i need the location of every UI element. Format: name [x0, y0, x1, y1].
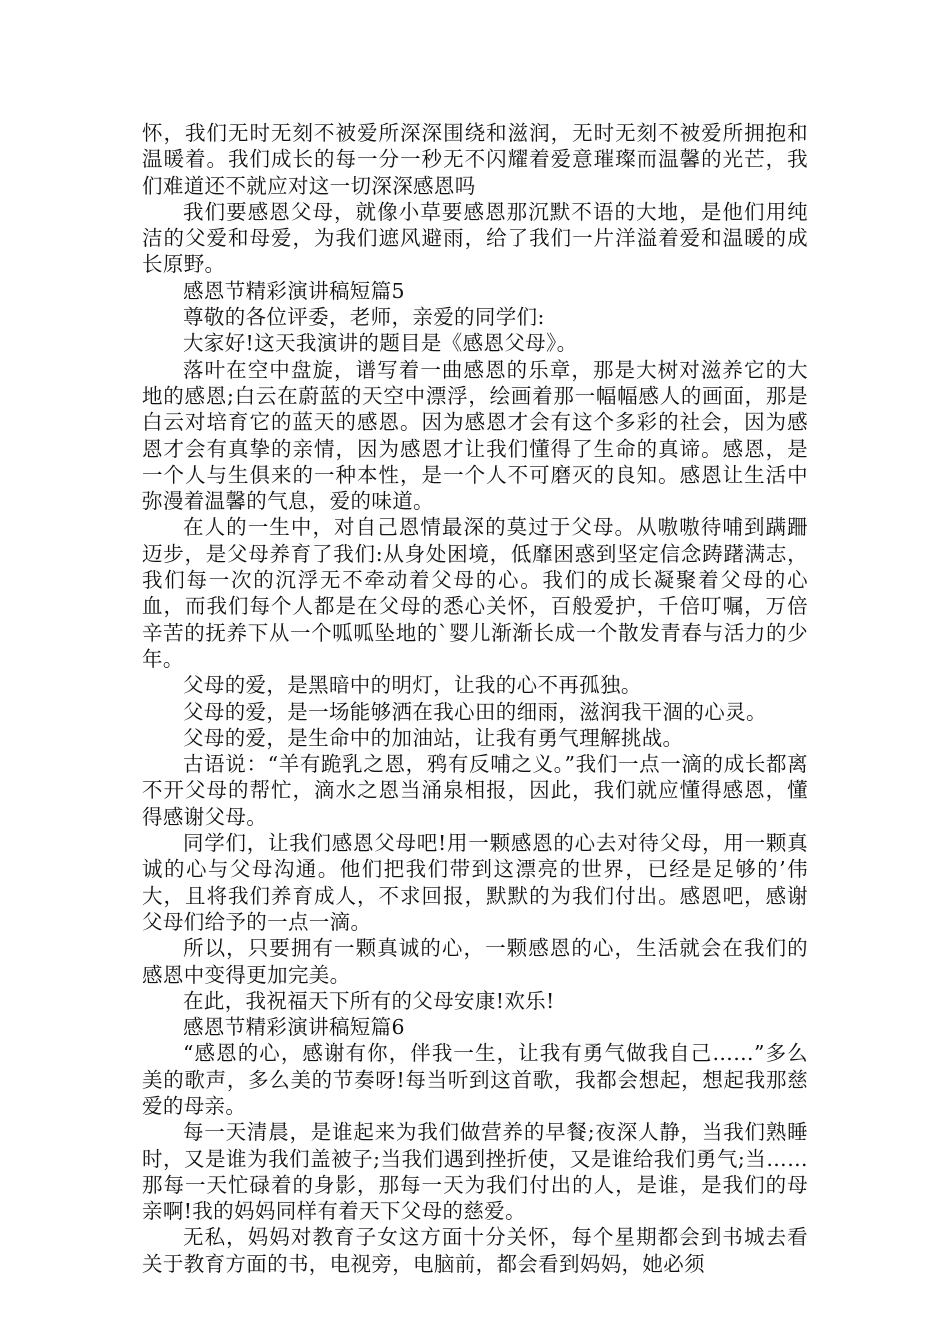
paragraph: 大家好!这天我演讲的题目是《感恩父母》。	[183, 331, 578, 356]
paragraph: “感恩的心，感谢有你，伴我一生，让我有勇气做我自己……”多么美的歌声，多么美的节奏呀!每当听到这首歌，我都会想起，想起我那慈爱的母亲。	[142, 1041, 808, 1118]
salutation: 尊敬的各位评委，老师，亲爱的同学们:	[183, 305, 545, 330]
paragraph: 父母的爱，是生命中的加油站，让我有勇气理解挑战。	[183, 725, 684, 750]
paragraph: 我们要感恩父母，就像小草要感恩那沉默不语的大地，是他们用纯洁的父爱和母爱，为我们遮风避雨，给了我们一片洋溢着爱和温暖的成长原野。	[142, 199, 808, 277]
paragraph: 父母的爱，是一场能够洒在我心田的细雨，滋润我干涸的心灵。	[183, 699, 767, 724]
document-body	[142, 120, 808, 1277]
paragraph: 在人的一生中，对自己恩情最深的莫过于父母。从嗷嗷待哺到蹒跚迈步，是父母养育了我们:从身处困境，低靡困惑到坚定信念踌躇满志，我们每一次的沉浮无不牵动着父母的心。我们的成长凝聚着父母的心血，而我们每个人都是在父母的悉心关怀，百般爱护，千倍叮嘱，万倍辛苦的抚养下从一个呱呱坠地的`婴儿渐渐长成一个散发青春与活力的少年。	[142, 515, 808, 671]
paragraph: 在此，我祝福天下所有的父母安康!欢乐!	[183, 988, 555, 1013]
paragraph: 同学们，让我们感恩父母吧!用一颗感恩的心去对待父母，用一颗真诚的心与父母沟通。他们把我们带到这漂亮的世界，已经是足够的’伟大，且将我们养育成人，不求回报，默默的为我们付出。感恩吧，感谢父母们给予的一点一滴。	[142, 831, 808, 934]
section-heading: 感恩节精彩演讲稿短篇6	[183, 1015, 405, 1040]
paragraph: 无私，妈妈对教育子女这方面十分关怀，每个星期都会到书城去看关于教育方面的书，电视旁，电脑前，都会看到妈妈，她必须	[142, 1225, 808, 1276]
paragraph: 父母的爱，是黑暗中的明灯，让我的心不再孤独。	[183, 673, 642, 698]
paragraph: 怀，我们无时无刻不被爱所深深围绕和滋润，无时无刻不被爱所拥抱和温暖着。我们成长的每一分一秒无不闪耀着爱意璀璨而温馨的光芒，我们难道还不就应对这一切深深感恩吗	[142, 121, 808, 198]
section-heading: 感恩节精彩演讲稿短篇5	[183, 278, 405, 303]
paragraph: 古语说：“羊有跪乳之恩，鸦有反哺之义。”我们一点一滴的成长都离不开父母的帮忙，滴水之恩当涌泉相报，因此，我们就应懂得感恩，懂得感谢父母。	[142, 752, 808, 829]
paragraph: 落叶在空中盘旋，谱写着一曲感恩的乐章，那是大树对滋养它的大地的感恩;白云在蔚蓝的天空中漂浮，绘画着那一幅幅感人的画面，那是白云对培育它的蓝天的感恩。因为感恩才会有这个多彩的社会，因为感恩才会有真挚的亲情，因为感恩才让我们懂得了生命的真谛。感恩，是一个人与生俱来的一种本性，是一个人不可磨灭的良知。感恩让生活中弥漫着温馨的气息，爱的味道。	[142, 357, 808, 514]
paragraph: 每一天清晨，是谁起来为我们做营养的早餐;夜深人静，当我们熟睡时，又是谁为我们盖被子;当我们遇到挫折使，又是谁给我们勇气;当……那每一天忙碌着的身影，那每一天为我们付出的人，是谁，是我们的母亲啊!我的妈妈同样有着天下父母的慈爱。	[142, 1120, 808, 1224]
paragraph: 所以，只要拥有一颗真诚的心，一颗感恩的心，生活就会在我们的感恩中变得更加完美。	[142, 936, 808, 987]
